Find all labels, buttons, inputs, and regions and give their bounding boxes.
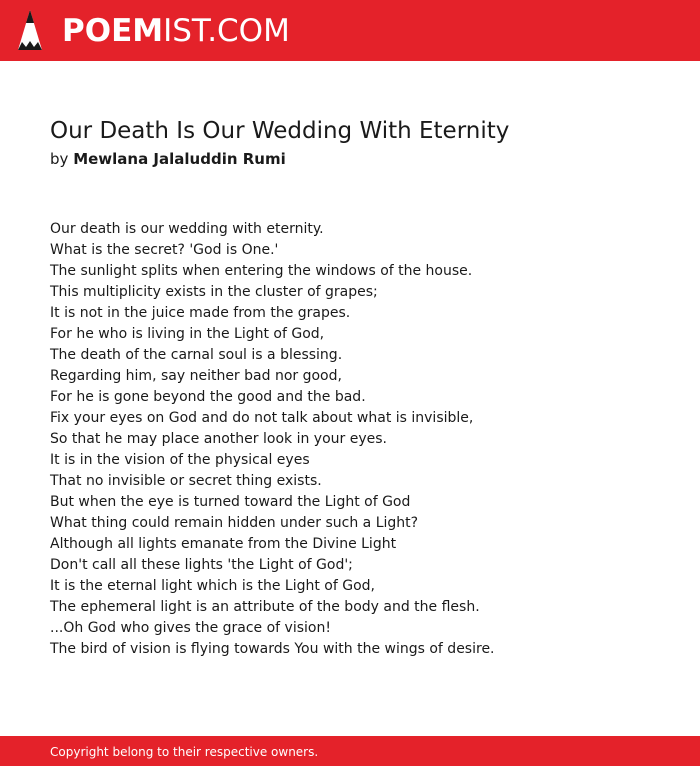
poem-line: Regarding him, say neither bad nor good, xyxy=(50,368,342,384)
by-label: by xyxy=(50,150,69,168)
poem-line: The ephemeral light is an attribute of the body and the flesh. xyxy=(50,599,480,615)
site-footer xyxy=(0,736,700,766)
poem-line: What is the secret? 'God is One.' xyxy=(50,242,279,258)
poem-line: ...Oh God who gives the grace of vision! xyxy=(50,620,331,636)
logo-light-text: IST.COM xyxy=(163,13,290,49)
poem-line: The bird of vision is flying towards You with the wings of desire. xyxy=(50,641,495,657)
author-name: Mewlana Jalaluddin Rumi xyxy=(73,150,286,168)
poem-line: Don't call all these lights 'the Light of God'; xyxy=(50,557,353,573)
poem-line: What thing could remain hidden under such a Light? xyxy=(50,515,419,531)
site-logo[interactable] xyxy=(62,11,290,51)
pencil-icon[interactable] xyxy=(17,9,43,51)
copyright-text: Copyright belong to their respective owners. xyxy=(50,745,319,759)
logo-bold-text: POEM xyxy=(62,13,164,49)
poem-line: For he who is living in the Light of God, xyxy=(50,326,325,342)
poem-line: So that he may place another look in your eyes. xyxy=(50,431,387,447)
poem-line: The death of the carnal soul is a blessing. xyxy=(50,347,343,363)
poem-body xyxy=(50,219,495,660)
poem-line: Fix your eyes on God and do not talk about what is invisible, xyxy=(50,410,474,426)
poem-line: That no invisible or secret thing exists. xyxy=(50,473,322,489)
poem-line: This multiplicity exists in the cluster of grapes; xyxy=(50,284,378,300)
site-header xyxy=(0,0,700,61)
poem-line: It is not in the juice made from the grapes. xyxy=(50,305,351,321)
poem-title: Our Death Is Our Wedding With Eternity xyxy=(50,118,510,144)
poem-line: The sunlight splits when entering the windows of the house. xyxy=(50,263,473,279)
byline xyxy=(50,149,286,169)
poem-line: It is in the vision of the physical eyes xyxy=(50,452,310,468)
poem-line: For he is gone beyond the good and the bad. xyxy=(50,389,366,405)
poem-line: Although all lights emanate from the Divine Light xyxy=(50,536,397,552)
poem-line: It is the eternal light which is the Light of God, xyxy=(50,578,376,594)
poem-line: Our death is our wedding with eternity. xyxy=(50,221,324,237)
poem-line: But when the eye is turned toward the Light of God xyxy=(50,494,411,510)
